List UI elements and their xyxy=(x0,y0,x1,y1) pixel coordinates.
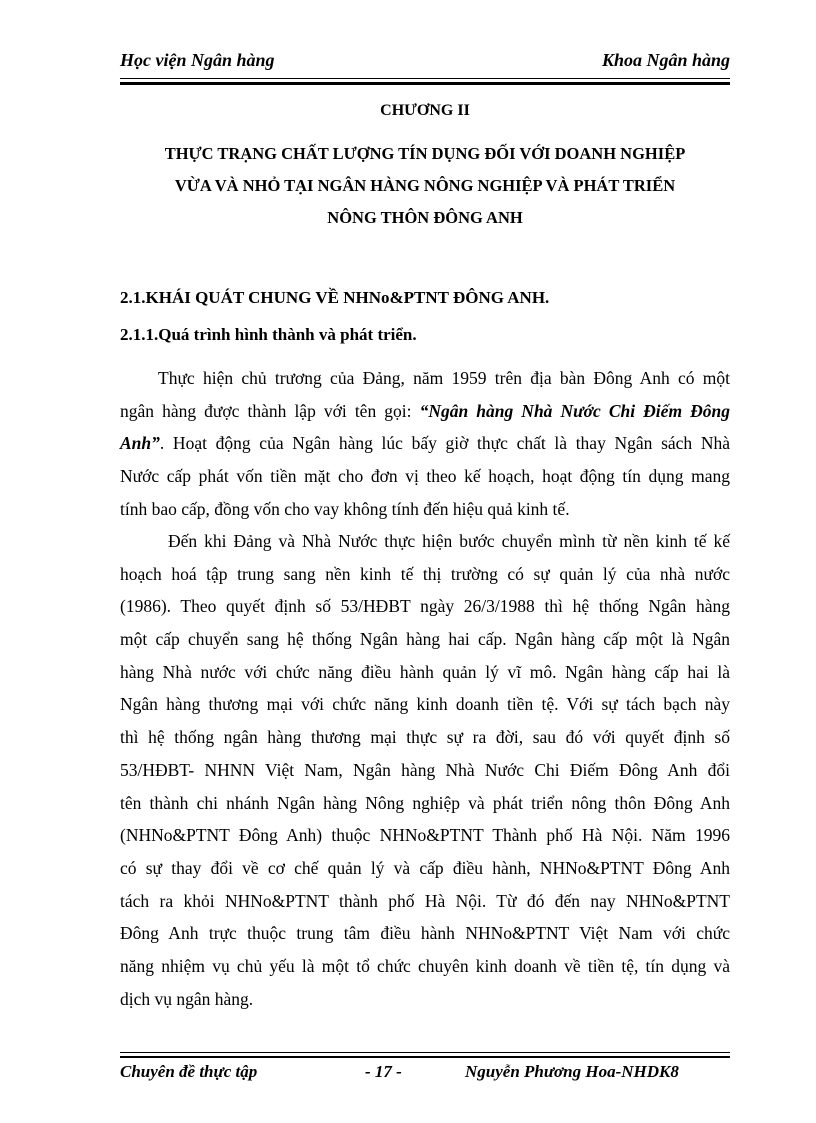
paragraph-line: dịch vụ ngân hàng. xyxy=(120,988,254,1009)
paragraph-line: tách ra khỏi NHNo&PTNT thành phố Hà Nội. Từ đó đến nay NHNo&PTNT xyxy=(120,890,730,911)
paragraph-line: tên thành chi nhánh Ngân hàng Nông nghiệp và phát triển nông thôn Đông Anh xyxy=(120,792,730,813)
paragraph-line: Nước cấp phát vốn tiền mặt cho đơn vị theo kế hoạch, hoạt động tín dụng mang xyxy=(120,466,730,487)
paragraph-text: ngân hàng được thành lập với tên gọi: xyxy=(120,400,420,421)
paragraph-line: hoạch hoá tập trung sang nền kinh tế thị trường có sự quản lý của nhà nước xyxy=(120,563,730,584)
chapter-number: CHƯƠNG II xyxy=(380,102,470,119)
footer-doc-type: Chuyên đề thực tập xyxy=(120,1062,258,1081)
header-rule-thin xyxy=(120,78,730,79)
paragraph-2 xyxy=(120,525,730,1015)
chapter-title-line: NÔNG THÔN ĐÔNG ANH xyxy=(327,208,523,227)
bank-name-emphasis: “Ngân hàng Nhà Nước Chi Điếm Đông xyxy=(419,400,730,421)
footer-rule-thin xyxy=(120,1052,730,1053)
page-header xyxy=(120,50,730,74)
footer-author: Nguyễn Phương Hoa-NHDK8 xyxy=(465,1062,679,1081)
paragraph-1 xyxy=(120,362,730,525)
page-number: - 17 - xyxy=(365,1062,402,1081)
paragraph-line: một cấp chuyển sang hệ thống Ngân hàng hai cấp. Ngân hàng cấp một là Ngân xyxy=(120,629,730,650)
paragraph-line: Đông Anh trực thuộc trung tâm điều hành NHNo&PTNT Việt Nam với chức xyxy=(120,923,730,944)
page-footer xyxy=(120,1062,730,1086)
paragraph-line: 53/HĐBT- NHNN Việt Nam, Ngân hàng Nhà Nước Chi Điếm Đông Anh đổi xyxy=(120,759,730,780)
bank-name-emphasis: Anh” xyxy=(120,433,160,454)
paragraph-line: hàng Nhà nước với chức năng điều hành quản lý vĩ mô. Ngân hàng cấp hai là xyxy=(120,661,730,682)
section-heading: 2.1.KHÁI QUÁT CHUNG VỀ NHNo&PTNT ĐÔNG ANH. xyxy=(120,288,550,307)
chapter-title-line: VỪA VÀ NHỎ TẠI NGÂN HÀNG NÔNG NGHIỆP VÀ PHÁT TRIỂN xyxy=(174,176,676,195)
paragraph-line: (NHNo&PTNT Đông Anh) thuộc NHNo&PTNT Thành phố Hà Nội. Năm 1996 xyxy=(120,825,730,846)
footer-rule-thick xyxy=(120,1056,730,1058)
paragraph-line: năng nhiệm vụ chủ yếu là một tổ chức chuyên kinh doanh về tiền tệ, tín dụng và xyxy=(120,955,730,976)
header-faculty: Khoa Ngân hàng xyxy=(601,50,730,70)
paragraph-line: có sự thay đổi về cơ chế quản lý và cấp điều hành, NHNo&PTNT Đông Anh xyxy=(120,857,730,878)
paragraph-line: Đến khi Đảng và Nhà Nước thực hiện bước chuyển mình từ nền kinh tế kế xyxy=(168,531,730,551)
paragraph-line: thì hệ thống ngân hàng thương mại thực sự ra đời, sau đó với quyết định số xyxy=(120,727,730,748)
chapter-title xyxy=(120,138,730,234)
paragraph-text: . Hoạt động của Ngân hàng lúc bấy giờ thực chất là thay Ngân sách Nhà xyxy=(159,433,730,454)
paragraph-line xyxy=(120,427,730,460)
paragraph-line: Thực hiện chủ trương của Đảng, năm 1959 trên địa bàn Đông Anh có một xyxy=(158,368,730,388)
header-rule-thick xyxy=(120,82,730,85)
paragraph-line: Ngân hàng thương mại với chức năng kinh doanh tiền tệ. Với sự tách bạch này xyxy=(120,694,730,715)
paragraph-line xyxy=(120,395,730,428)
paragraph-line: tính bao cấp, đồng vốn cho vay không tính đến hiệu quả kinh tế. xyxy=(120,498,570,519)
header-institution: Học viện Ngân hàng xyxy=(120,50,275,70)
chapter-title-line: THỰC TRẠNG CHẤT LƯỢNG TÍN DỤNG ĐỐI VỚI DOANH NGHIỆP xyxy=(164,144,686,163)
subsection-heading: 2.1.1.Quá trình hình thành và phát triển. xyxy=(120,325,417,344)
paragraph-line: (1986). Theo quyết định số 53/HĐBT ngày 26/3/1988 thì hệ thống Ngân hàng xyxy=(120,596,730,617)
